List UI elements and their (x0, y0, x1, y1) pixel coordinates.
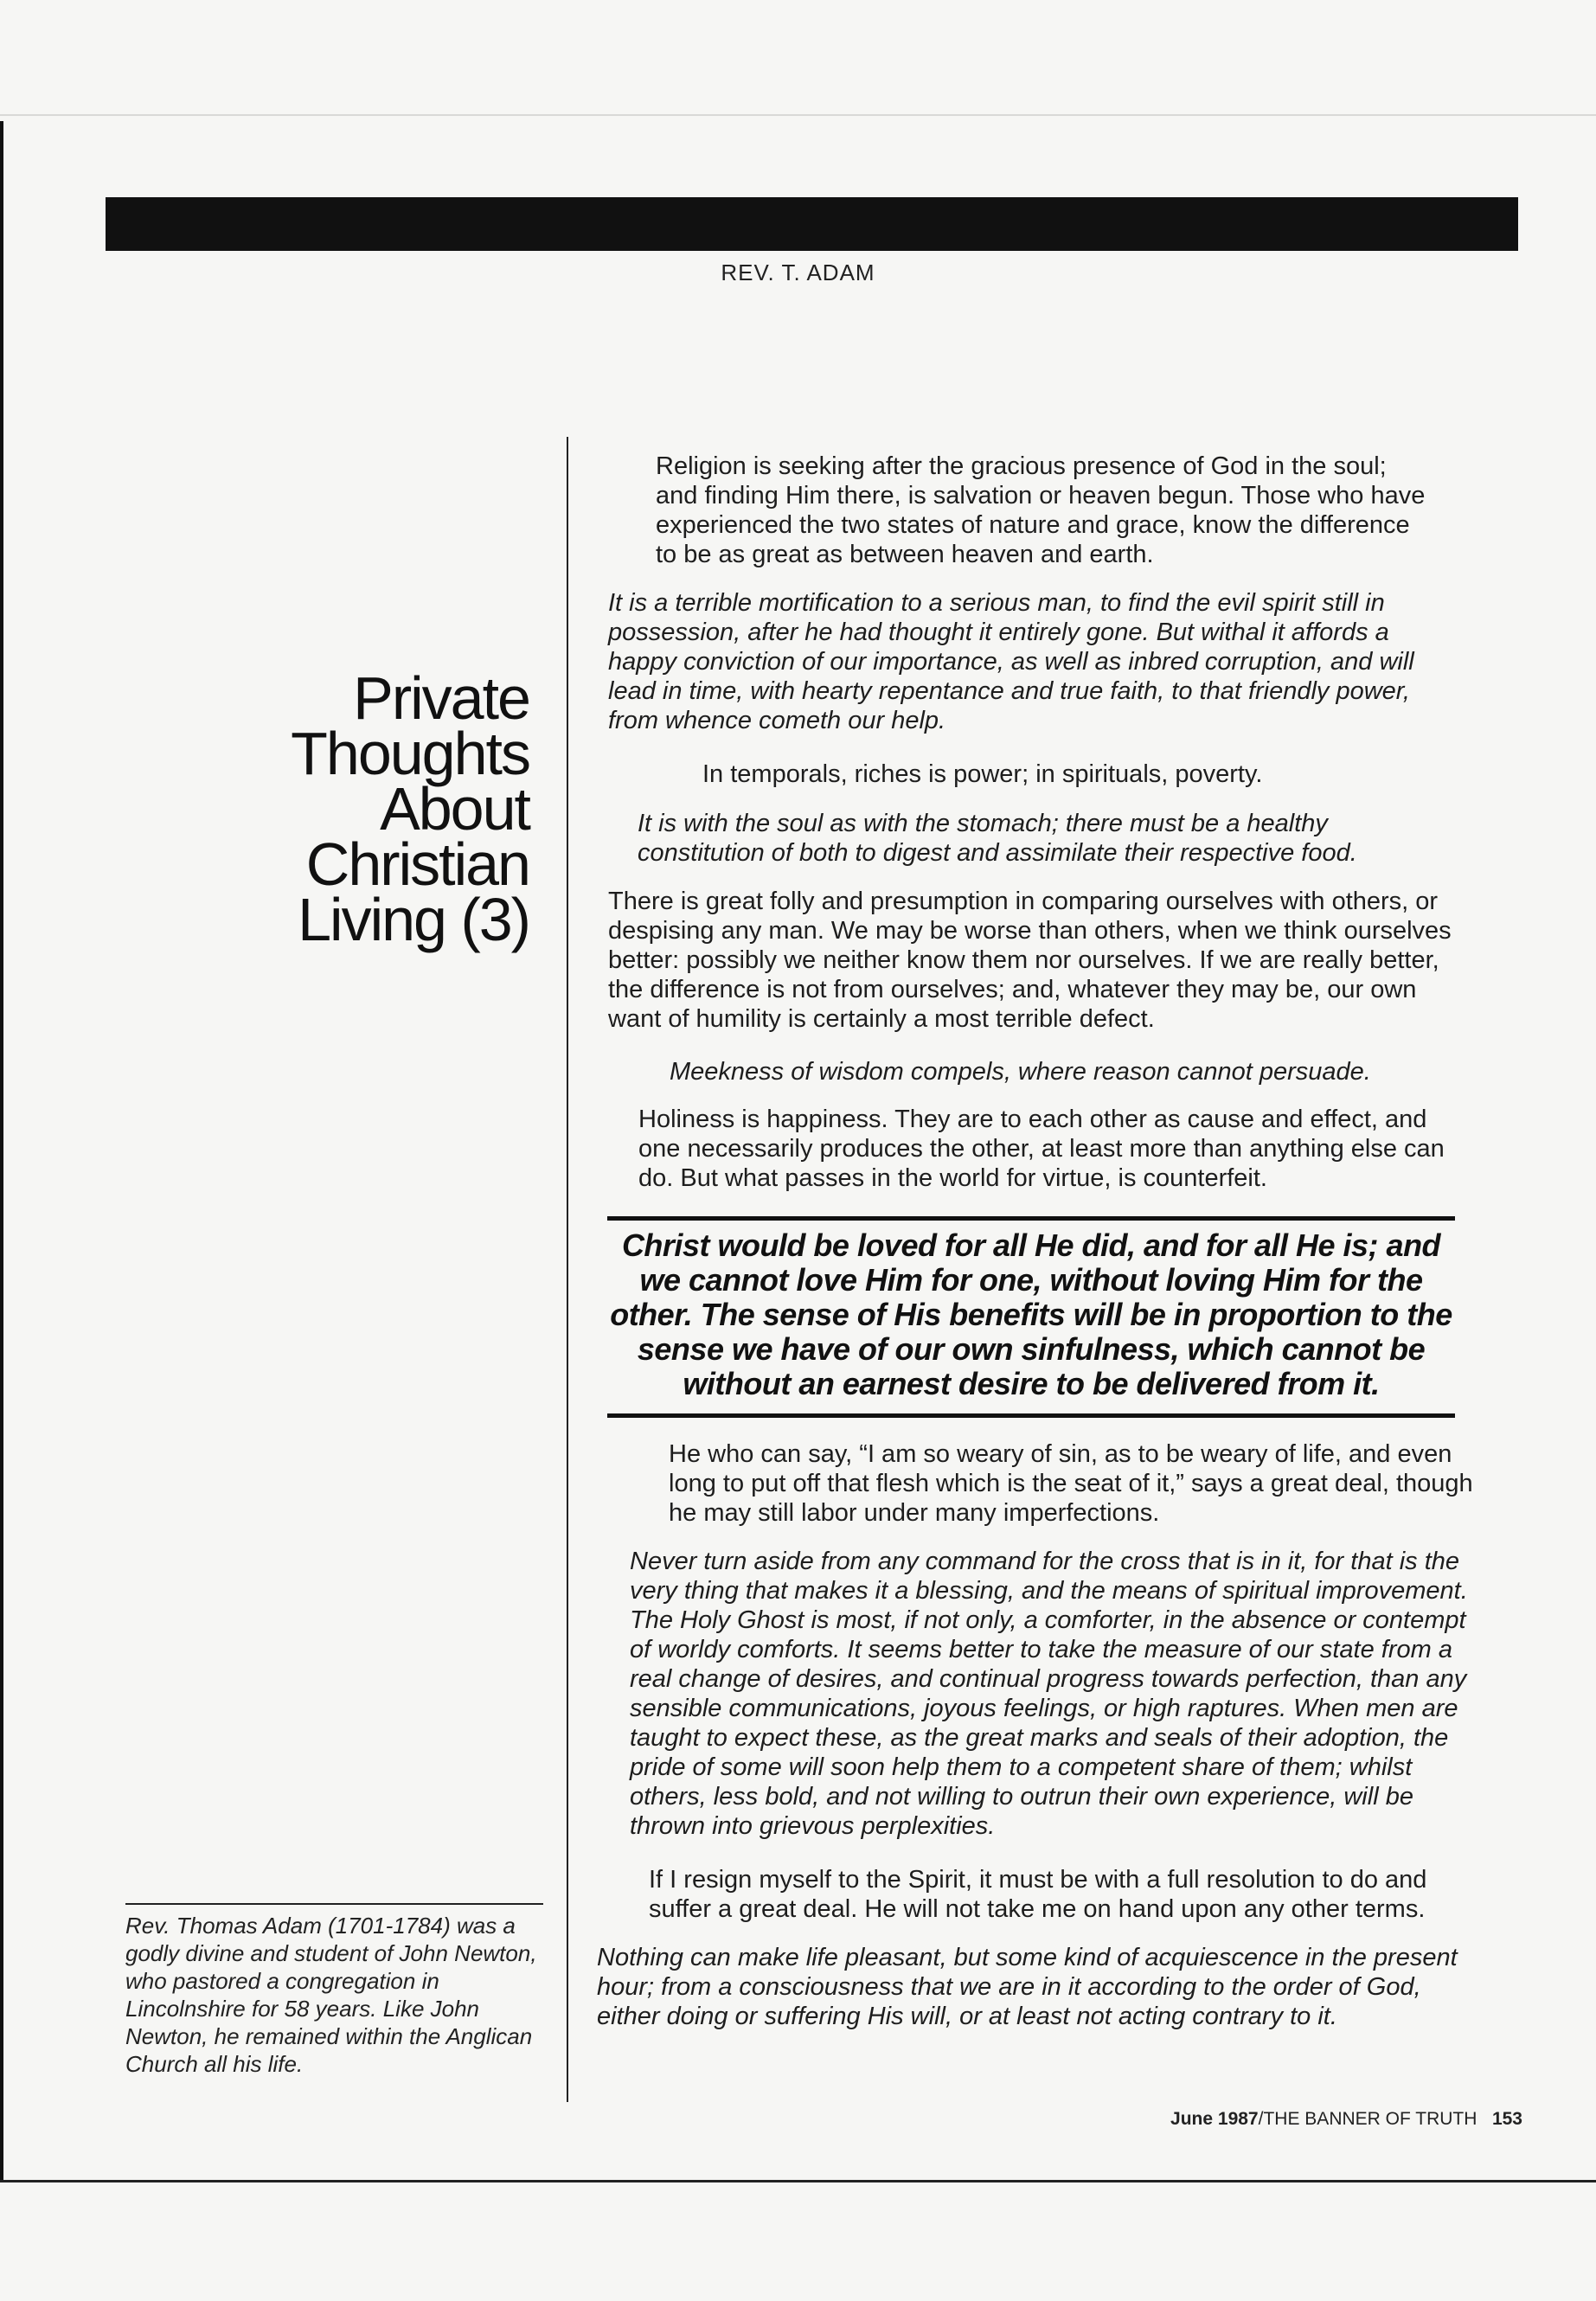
quote-4: It is with the soul as with the stomach; there must be a healthy constitution of both to digest and assimilate their respective food. (638, 810, 1357, 867)
quote-6: Meekness of wisdom compels, where reason cannot persuade. (670, 1058, 1371, 1086)
footer-separator: / (1258, 2109, 1264, 2129)
quote-5: There is great folly and presumption in comparing ourselves with others, or despising any man. We may be worse than others, when we think ourselves better: possibly we neither know them nor ourselves. If we are really better, the difference is not from ourselves; and, whatever they may be, our own want of humility is certainly a most terrible defect. (608, 888, 1452, 1033)
author-bio: Rev. Thomas Adam (1701-1784) was a godly divine and student of John Newton, who pastored a congregation in Lincolnshire for 58 years. Like John Newton, he remained within the Anglican Church all his life. (125, 1913, 537, 2077)
page-spine (0, 121, 3, 2180)
quote-3: In temporals, riches is power; in spirituals, poverty. (702, 760, 1263, 788)
author-header: REV. T. ADAM (721, 260, 875, 285)
bio-rule (125, 1903, 543, 1905)
quote-2: It is a terrible mortification to a serious man, to find the evil spirit still in possession, after he had thought it entirely gone. But withal it affords a happy conviction of our importance, as well as inbred corruption, and will lead in time, with hearty repentance and true faith, to that friendly power, from whence cometh our help. (608, 589, 1414, 734)
page-edge-top (0, 114, 1596, 116)
quote-7: Holiness is happiness. They are to each other as cause and effect, and one necessarily produces the other, at least more than anything else can do. But what passes in the world for virtue, is counterfeit. (638, 1106, 1445, 1192)
quote-8: He who can say, “I am so weary of sin, as to be weary of life, and even long to put off that flesh which is the seat of it,” says a great deal, though he may still labor under many imperfections. (669, 1440, 1473, 1527)
article-title: Private Thoughts About Christian Living (3) (291, 664, 529, 953)
header-bar (106, 197, 1518, 251)
quote-9: Never turn aside from any command for the cross that is in it, for that is the very thing that makes it a blessing, and the means of spiritual improvement. The Holy Ghost is most, if not only, a comforter, in the absence or contempt of worldy comforts. It seems better to take the measure of our state from a real change of desires, and continual progress towards perfection, than any sensible communications, joyous feelings, or high raptures. When men are taught to expect these, as the great marks and seals of their adoption, the pride of some will soon help them to a competent share of them; whilst others, less bold, and not willing to outrun their own experience, will be thrown into grievous perplexities. (630, 1548, 1468, 1840)
pull-quote: Christ would be loved for all He did, and for all He is; and we cannot love Him for one, without loving Him for the other. The sense of His benefits will be in proportion to the sense we have of our own sinfulness, which cannot be without an earnest desire to be delivered from it. (610, 1227, 1452, 1401)
column-divider (567, 437, 568, 2102)
page-footer (1159, 2109, 1522, 2130)
footer-page-number: 153 (1491, 2109, 1522, 2129)
footer-issue: June 1987 (1170, 2109, 1259, 2129)
quote-10: If I resign myself to the Spirit, it must be with a full resolution to do and suffer a great deal. He will not take me on hand upon any other terms. (649, 1866, 1427, 1923)
pull-quote-rule-bottom (607, 1413, 1455, 1418)
page-edge-bottom (0, 2180, 1596, 2182)
quote-1: Religion is seeking after the gracious presence of God in the soul; and finding Him there, is salvation or heaven begun. Those who have experienced the two states of nature and grace, know the difference to be as great as between heaven and earth. (656, 452, 1426, 568)
footer-publication: THE BANNER OF TRUTH (1263, 2109, 1477, 2129)
pull-quote-rule-top (607, 1216, 1455, 1221)
quote-11: Nothing can make life pleasant, but some kind of acquiescence in the present hour; from a consciousness that we are in it according to the order of God, either doing or suffering His will, or at least not acting contrary to it. (597, 1944, 1458, 2030)
